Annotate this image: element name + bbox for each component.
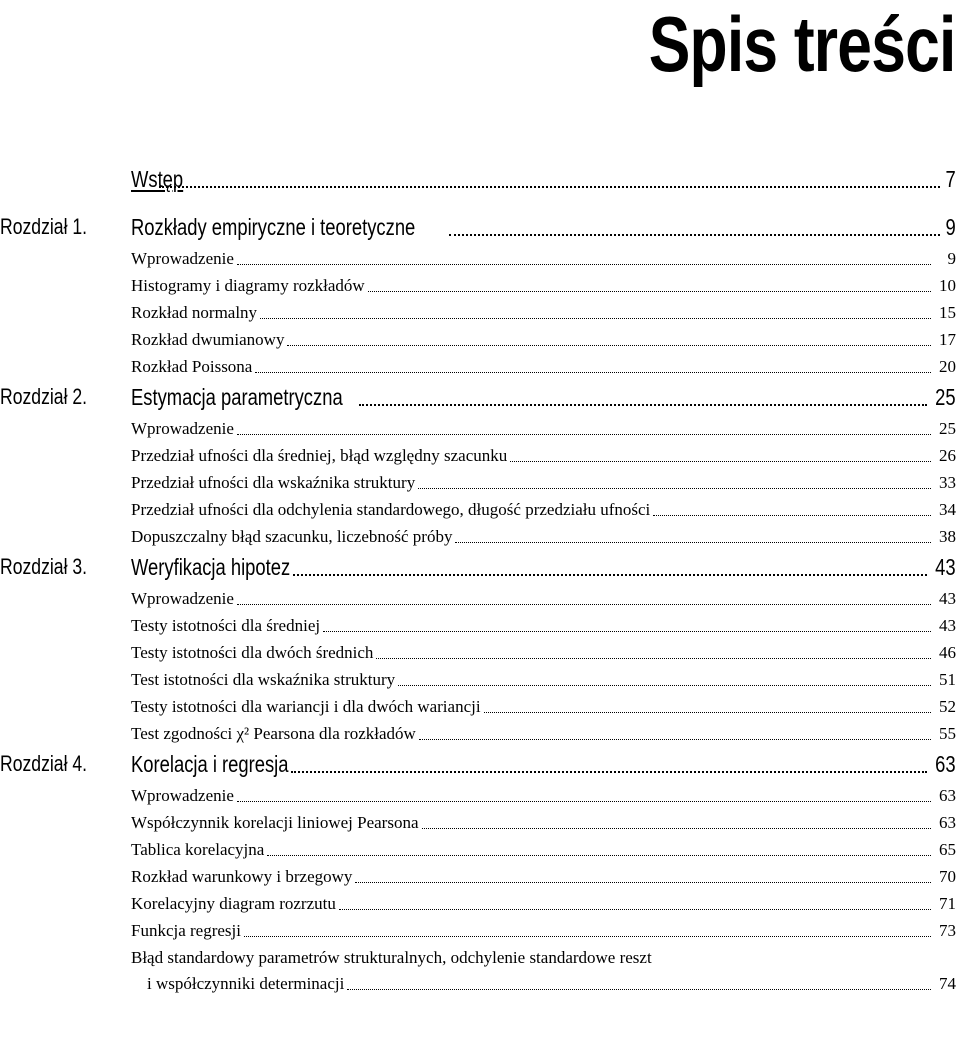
- chapter-title: Estymacja parametryczna: [131, 384, 343, 410]
- entry-title: Testy istotności dla dwóch średnich: [131, 643, 374, 662]
- toc-entry[interactable]: [0, 326, 960, 353]
- entry-title: Wprowadzenie: [131, 419, 234, 438]
- chapter-page: 9: [945, 214, 956, 240]
- dot-leader: [237, 601, 931, 605]
- dot-leader: [323, 628, 931, 632]
- dot-leader: [347, 986, 931, 990]
- chapter-prefix: Rozdział 4.: [0, 751, 88, 776]
- entry-leader: [131, 275, 956, 297]
- toc-entry[interactable]: [0, 496, 960, 523]
- entry-leader: [131, 785, 956, 807]
- toc-entry[interactable]: [0, 917, 960, 944]
- entry-leader: [131, 615, 956, 637]
- chapter-leader: [131, 384, 956, 410]
- entry-page: 43: [939, 616, 956, 635]
- entry-page: 20: [939, 357, 956, 376]
- toc-entry[interactable]: [0, 890, 960, 917]
- dot-leader: [237, 431, 931, 435]
- chapter-prefix: Rozdział 3.: [0, 554, 88, 579]
- chapter-row[interactable]: [0, 210, 960, 245]
- toc-entry[interactable]: [0, 720, 960, 747]
- entry-page: 74: [939, 974, 956, 993]
- toc-intro-row[interactable]: [0, 162, 960, 210]
- entry-title: Test istotności dla wskaźnika struktury: [131, 670, 396, 689]
- entry-leader: [131, 526, 956, 548]
- entry-title: Rozkład Poissona: [131, 357, 253, 376]
- entry-page: 38: [939, 527, 956, 546]
- entry-title: Rozkład dwumianowy: [131, 330, 285, 349]
- entry-leader: [131, 588, 956, 610]
- chapter-page: 43: [935, 554, 956, 580]
- entry-leader: [131, 839, 956, 861]
- chapter-leader: [131, 214, 956, 240]
- entry-title: Funkcja regresji: [131, 921, 241, 940]
- toc-entry[interactable]: [0, 693, 960, 720]
- chapter-prefix: Rozdział 1.: [0, 214, 88, 239]
- toc-entry[interactable]: [0, 415, 960, 442]
- toc-entry[interactable]: [0, 245, 960, 272]
- entry-leader: [131, 893, 956, 915]
- chapter-leader: [131, 751, 956, 777]
- entry-page: 10: [939, 276, 956, 295]
- entry-leader: [131, 920, 956, 942]
- dot-leader: [398, 682, 931, 686]
- entry-leader: [131, 356, 956, 378]
- dot-leader: [237, 798, 931, 802]
- dot-leader: [355, 879, 931, 883]
- entry-page: 15: [939, 303, 956, 322]
- chapter-title: Weryfikacja hipotez: [131, 554, 291, 580]
- chapter-title: Rozkłady empiryczne i teoretyczne: [131, 214, 416, 240]
- entry-leader: [131, 866, 956, 888]
- page-title: Spis treści: [649, 0, 956, 88]
- dot-leader: [159, 183, 940, 188]
- dot-leader: [510, 458, 931, 462]
- entry-page: 71: [939, 894, 956, 913]
- entry-title: Wprowadzenie: [131, 589, 234, 608]
- entry-leader: [131, 642, 956, 664]
- dot-leader: [293, 571, 927, 576]
- entry-title: Przedział ufności dla wskaźnika struktury: [131, 473, 416, 492]
- dot-leader: [255, 369, 931, 373]
- dot-leader: [455, 539, 931, 543]
- entry-title: Współczynnik korelacji liniowej Pearsona: [131, 813, 419, 832]
- dot-leader: [359, 401, 928, 406]
- entry-page: 34: [939, 500, 956, 519]
- chapter-row[interactable]: [0, 747, 960, 782]
- dot-leader: [291, 768, 928, 773]
- entry-leader: [131, 812, 956, 834]
- entry-title: Przedział ufności dla odchylenia standardowego, długość przedziału ufności: [131, 500, 651, 519]
- toc-entry[interactable]: [0, 272, 960, 299]
- chapter-prefix: Rozdział 2.: [0, 384, 88, 409]
- intro-leader: [131, 166, 956, 192]
- entry-title: Przedział ufności dla średniej, błąd względny szacunku: [131, 446, 508, 465]
- entry-leader: [131, 418, 956, 440]
- entry-page: 73: [939, 921, 956, 940]
- entry-title: Wprowadzenie: [131, 249, 234, 268]
- chapter-page: 25: [935, 384, 956, 410]
- toc-entry[interactable]: [0, 523, 960, 550]
- entry-page: 26: [939, 446, 956, 465]
- dot-leader: [244, 933, 931, 937]
- toc-entry[interactable]: [0, 836, 960, 863]
- toc-entry[interactable]: [0, 782, 960, 809]
- entry-leader: [131, 696, 956, 718]
- toc-entry[interactable]: [0, 666, 960, 693]
- dot-leader: [484, 709, 931, 713]
- entry-leader: [131, 499, 956, 521]
- chapter-row[interactable]: [0, 380, 960, 415]
- entry-page: 25: [939, 419, 956, 438]
- entry-page: 63: [939, 786, 956, 805]
- toc-entry[interactable]: [0, 612, 960, 639]
- intro-title: Wstęp: [131, 166, 184, 192]
- toc-entry[interactable]: [0, 353, 960, 380]
- entry-page: 51: [939, 670, 956, 689]
- dot-leader: [368, 288, 931, 292]
- entry-title-line1: Błąd standardowy parametrów strukturalnych, odchylenie standardowe reszt: [131, 948, 652, 967]
- entry-page: 9: [947, 249, 956, 268]
- chapter-row[interactable]: [0, 550, 960, 585]
- dot-leader: [418, 485, 931, 489]
- entry-page: 70: [939, 867, 956, 886]
- entry-title: Dopuszczalny błąd szacunku, liczebność próby: [131, 527, 453, 546]
- dot-leader: [339, 906, 931, 910]
- entry-title: Histogramy i diagramy rozkładów: [131, 276, 365, 295]
- toc-entry[interactable]: [0, 299, 960, 326]
- entry-title-line2: i współczynniki determinacji: [147, 974, 345, 993]
- table-of-contents: [0, 162, 960, 998]
- entry-page: 43: [939, 589, 956, 608]
- entry-leader: [131, 248, 956, 270]
- dot-leader: [449, 231, 940, 236]
- dot-leader: [260, 315, 931, 319]
- entry-leader: [131, 472, 956, 494]
- entry-page: 17: [939, 330, 956, 349]
- entry-title: Wprowadzenie: [131, 786, 234, 805]
- toc-entry[interactable]: [0, 585, 960, 612]
- dot-leader: [267, 852, 931, 856]
- chapter-title: Korelacja i regresja: [131, 751, 289, 777]
- entry-page: 63: [939, 813, 956, 832]
- entry-page: 33: [939, 473, 956, 492]
- entry-leader: [131, 723, 956, 745]
- entry-title: Test zgodności χ² Pearsona dla rozkładów: [131, 724, 416, 743]
- toc-entry[interactable]: [0, 639, 960, 666]
- intro-page: 7: [945, 166, 956, 192]
- toc-entry[interactable]: [0, 863, 960, 890]
- chapter-page: 63: [935, 751, 956, 777]
- toc-entry-multiline[interactable]: [0, 944, 960, 998]
- dot-leader: [376, 655, 931, 659]
- dot-leader: [287, 342, 931, 346]
- dot-leader: [422, 825, 932, 829]
- dot-leader: [419, 736, 931, 740]
- toc-entry[interactable]: [0, 442, 960, 469]
- toc-entry[interactable]: [0, 469, 960, 496]
- entry-page: 55: [939, 724, 956, 743]
- entry-title: Testy istotności dla średniej: [131, 616, 321, 635]
- entry-title: Testy istotności dla wariancji i dla dwóch wariancji: [131, 697, 481, 716]
- entry-title: Korelacyjny diagram rozrzutu: [131, 894, 336, 913]
- dot-leader: [237, 261, 931, 265]
- entry-leader: [131, 445, 956, 467]
- entry-title: Tablica korelacyjna: [131, 840, 265, 859]
- entry-leader: [131, 302, 956, 324]
- chapter-leader: [131, 554, 956, 580]
- entry-page: 65: [939, 840, 956, 859]
- entry-title: Rozkład warunkowy i brzegowy: [131, 867, 353, 886]
- entry-title: Rozkład normalny: [131, 303, 258, 322]
- entry-leader: [131, 329, 956, 351]
- entry-page: 46: [939, 643, 956, 662]
- entry-leader: [131, 669, 956, 691]
- dot-leader: [653, 512, 931, 516]
- entry-leader: [147, 973, 956, 995]
- toc-entry[interactable]: [0, 809, 960, 836]
- entry-page: 52: [939, 697, 956, 716]
